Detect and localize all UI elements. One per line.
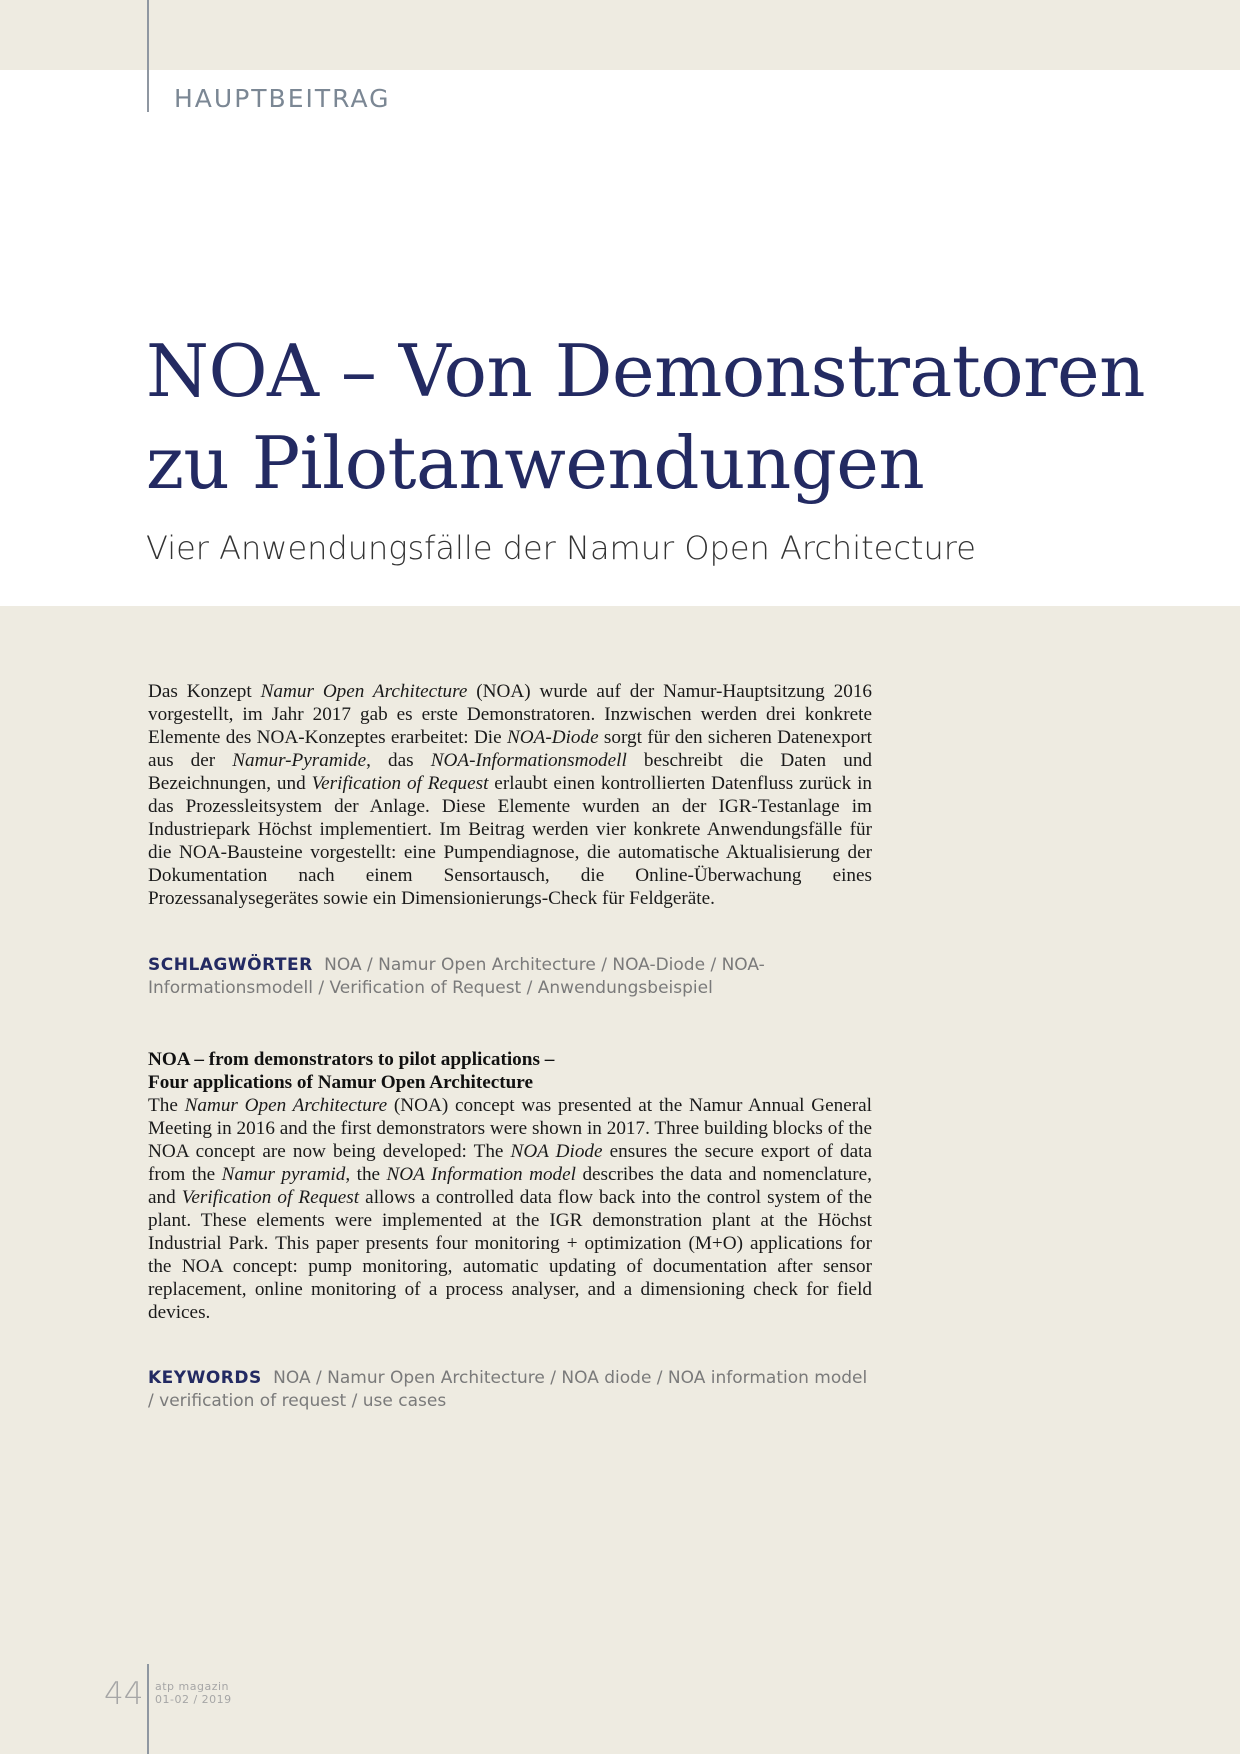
abstract-text: sorgt für den sicheren Datenexport aus der [148,727,872,771]
margin-rule-bottom [147,1664,149,1754]
magazine-info [155,1680,232,1706]
keywords-label: KEYWORDS [148,1368,262,1388]
abstract-text: , das [366,750,431,771]
abstract-text: The [148,1095,185,1116]
page-number: 44 [104,1676,144,1712]
abstract-term: Namur-Pyramide [232,750,367,771]
keywords-list: NOA / Namur Open Architecture / NOA diode / NOA information model / verification of request / use cases [148,1368,868,1411]
keywords-english [148,1367,878,1413]
abstract-german [148,680,872,910]
magazine-issue: 01-02 / 2019 [155,1693,232,1706]
article-subtitle: Vier Anwendungsfälle der Namur Open Architecture [146,529,976,567]
abstract-text: beschreibt die Daten und Bezeichnungen, und [148,750,873,794]
abstract-term: Verification of Request [181,1187,360,1208]
abstract-term: NOA Diode [510,1141,603,1162]
abstract-text: ensures the secure export of data from the [148,1141,872,1185]
abstract-text: , the [345,1164,387,1185]
abstract-term: Namur Open Architecture [260,681,468,702]
abstract-text: describes the data and nomenclature, and [148,1164,872,1208]
title-line-2: zu Pilotanwendungen [146,421,925,505]
abstract-text: allows a controlled data flow back into the control system of the plant. These elements were implemented at the IGR demonstration plant at the Höchst Industrial Park. This paper presents four monitoring + optimization (M+O) applications for the NOA concept: pump monitoring, automatic updating of documentation after sensor replacement, online monitoring of a process analyser, and a dimensioning check for field devices. [148,1187,872,1323]
abstract-term: NOA-Informationsmodell [430,750,627,771]
abstract-text: (NOA) wurde auf der Namur-Hauptsitzung 2016 vorgestellt, im Jahr 2017 gab es erste Demonstratoren. Inzwischen werden drei konkrete Elemente des NOA-Konzeptes erarbeitet: Die [148,681,873,748]
title-line-1: NOA – Von Demonstratoren [146,329,1146,413]
abstract-term: Namur pyramid [221,1164,346,1185]
abstract-term: NOA Information model [386,1164,576,1185]
margin-rule-top [147,0,149,112]
english-abstract-heading [148,1048,872,1094]
english-heading-line-2: Four applications of Namur Open Architecture [148,1072,533,1093]
magazine-name: atp magazin [155,1680,230,1693]
abstract-english [148,1094,872,1324]
english-heading-line-1: NOA – from demonstrators to pilot applications – [148,1049,555,1070]
keywords-label: SCHLAGWÖRTER [148,955,313,975]
abstract-term: Verification of Request [311,773,489,794]
section-label: HAUPTBEITRAG [174,84,391,113]
abstract-term: NOA-Diode [506,727,599,748]
keywords-list: NOA / Namur Open Architecture / NOA-Diode / NOA-Informationsmodell / Verification of Request / Anwendungsbeispiel [148,955,765,998]
abstract-text: (NOA) concept was presented at the Namur Annual General Meeting in 2016 and the first demonstrators were shown in 2017. Three building blocks of the NOA concept are now being developed: The [148,1095,872,1162]
abstract-text: erlaubt einen kontrollierten Datenfluss zurück in das Prozessleitsystem der Anlage. Diese Elemente wurden an der IGR-Testanlage im Industriepark Höchst implementiert. Im Beitrag werden vier konkrete Anwendungsfälle für die NOA-Bausteine vorgestellt: eine Pumpendiagnose, die automatische Aktualisierung der Dokumentation nach einem Sensortausch, die Online-Überwachung eines Prozessanalysegerätes sowie ein Dimensionierungs-Check für Feldgeräte. [148,773,872,909]
keywords-german [148,954,878,1000]
abstract-text: Das Konzept [148,681,261,702]
article-title [146,325,1186,509]
abstract-term: Namur Open Architecture [184,1095,388,1116]
